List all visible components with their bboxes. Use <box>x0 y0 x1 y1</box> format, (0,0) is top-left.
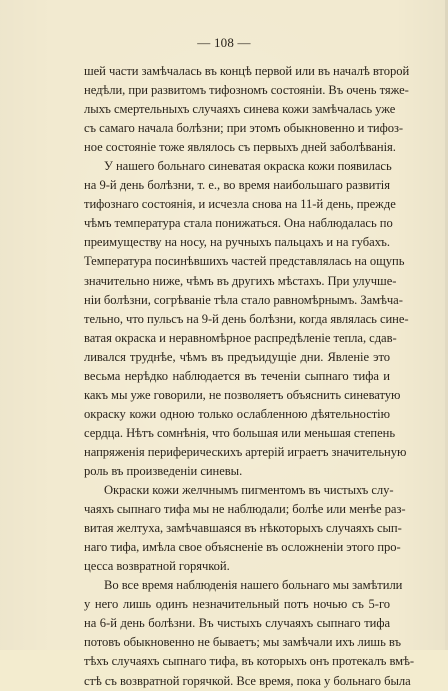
text-line: ливался труднѣе, чѣмъ въ предъидущіе дни. Явленіе это <box>84 349 390 364</box>
paragraph-start-line: Во все время наблюденія нашего больнаго мы замѣтили <box>104 578 403 593</box>
text-line: тѣхъ случаяхъ сыпнаго тифа, въ которыхъ онъ протекалъ вмѣ- <box>84 654 415 669</box>
text-line: недѣли, при развитомъ тифозномъ состояніи. Въ очень тяже- <box>84 83 409 98</box>
text-line: лыхъ смертельныхъ случаяхъ синева кожи замѣчалась уже <box>84 102 396 117</box>
body-text <box>84 62 415 691</box>
text-line: Температура посинѣвшихъ частей представлялась на ощупь <box>84 254 405 269</box>
text-line: чаяхъ сыпнаго тифа мы не наблюдали; болѣе или менѣе раз- <box>84 502 406 517</box>
text-line: на 9-й день болѣзни, т. е., во время наибольшаго развитія <box>84 178 390 193</box>
text-line: сердца. Нѣтъ сомнѣнія, что большая или меньшая степень <box>84 425 396 440</box>
text-line: значительно ниже, чѣмъ въ другихъ мѣстахъ. При улучше- <box>84 273 397 288</box>
text-line: тельно, что пульсъ на 9-й день болѣзни, когда являлась сине- <box>84 311 409 326</box>
text-line: у него лишь одинъ незначительный потъ ночью съ 5-го <box>84 597 390 612</box>
text-line: ватая окраска и неравномѣрное распредѣленіе тепла, сдав- <box>84 330 397 345</box>
text-line: какъ мы уже говорили, не позволяетъ объяснить синеватую <box>84 387 401 402</box>
text-line: шей части замѣчалась въ концѣ первой или въ началѣ второй <box>84 64 410 78</box>
text-line: съ самаго начала болѣзни; при этомъ обыкновенно и тифоз- <box>84 121 404 136</box>
text-line: тифознаго состоянія, и исчезла снова на 11-й день, прежде <box>84 197 396 212</box>
text-line: весьма нерѣдко наблюдается въ теченіи сыпнаго тифа и <box>84 368 390 383</box>
text-line: цесса возвратной горячкой. <box>84 559 230 574</box>
text-line: ное состояніе тоже являлось съ первыхъ дней заболѣванія. <box>84 140 396 155</box>
text-line: витая желтуха, замѣчавшаяся въ нѣкоторыхъ случаяхъ сып- <box>84 521 402 536</box>
text-line: напряженія периферическихъ артерій играетъ значительную <box>84 444 407 459</box>
text-line: потовъ обыкновенно не бываетъ; мы замѣчали ихъ лишь въ <box>84 635 401 650</box>
text-line: стѣ съ возвратной горячкой. Все время, пока у больнаго была <box>84 673 411 688</box>
paragraph-start-line: Окраски кожи желчнымъ пигментомъ въ чистыхъ слу- <box>104 483 394 498</box>
text-line: окраску кожи одною только ослабленною дѣятельностію <box>84 406 390 421</box>
text-line: ніи болѣзни, согрѣваніе тѣла стало равномѣрнымъ. Замѣча- <box>84 292 403 307</box>
text-line: на 6-й день болѣзни. Въ чистыхъ случаяхъ сыпнаго тифа <box>84 616 390 631</box>
paragraph-start-line: У нашего больнаго синеватая окраска кожи появилась <box>104 159 392 174</box>
page-number: — 108 — <box>197 35 251 50</box>
text-line: наго тифа, имѣла свое объясненіе въ осложненіи этого про- <box>84 540 401 555</box>
text-line: чѣмъ температура стала понижаться. Она наблюдалась по <box>84 216 393 231</box>
text-line: преимуществу на носу, на ручныхъ пальцахъ и на губахъ. <box>84 235 390 250</box>
text-line: роль въ произведеніи синевы. <box>84 463 243 478</box>
